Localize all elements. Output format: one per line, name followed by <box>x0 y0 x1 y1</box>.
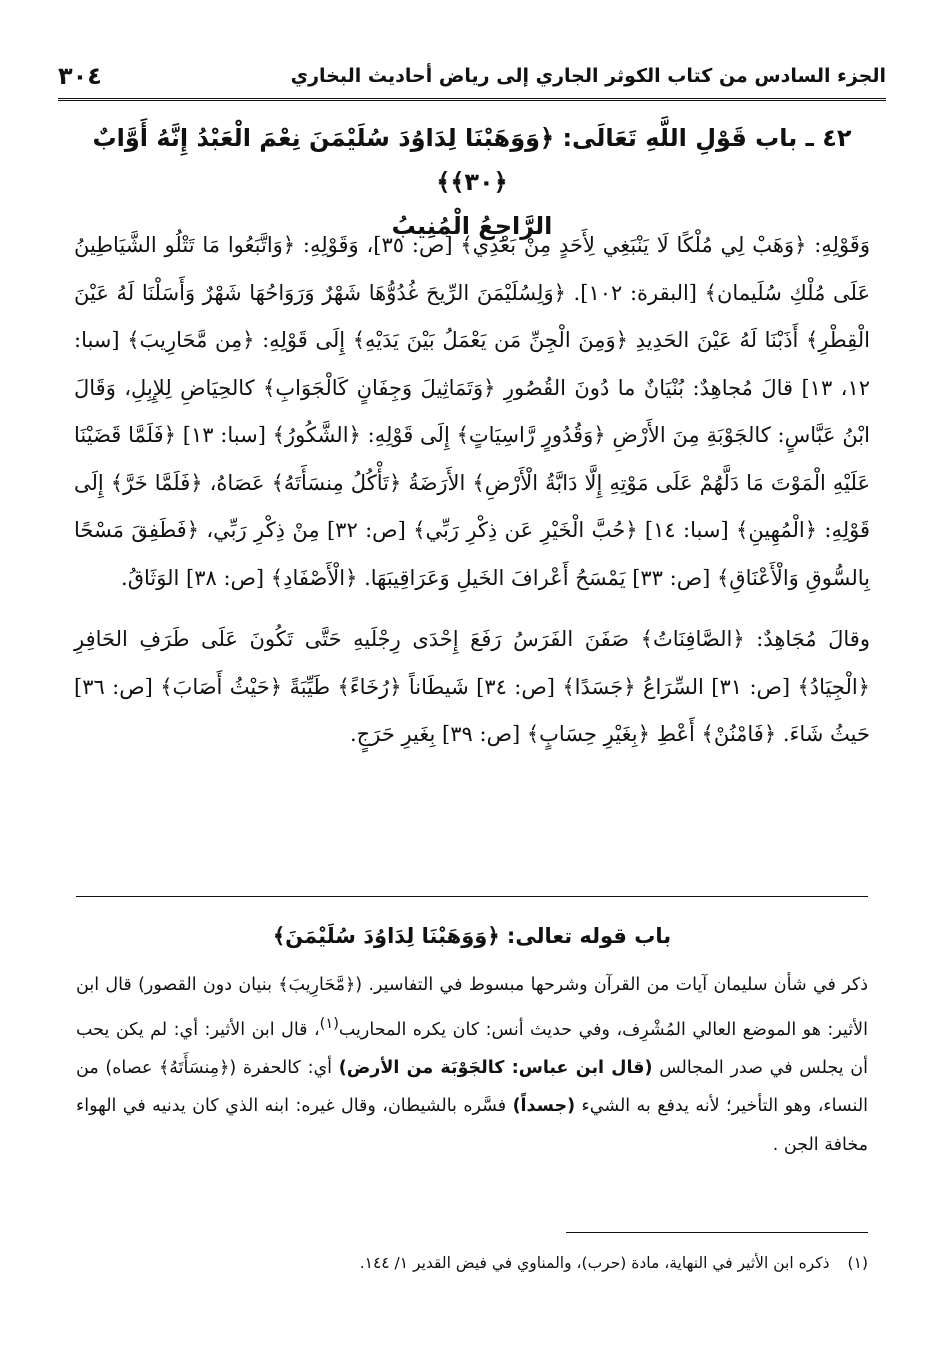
hadith-text <box>74 222 870 759</box>
commentary-part-d: فسَّره بالشيطان، وقال غيره: ابنه الذي كان يدنيه في الهواء مخافة الجن . <box>76 1096 868 1155</box>
commentary-part-a: ذكر في شأن سليمان آيات من القرآن وشرحها مبسوط في التفاسير. (﴿مَّحَارِيبَ﴾ بنيان دون القصور) قال ابن الأثير: هو الموضع العالي المُشْرِف، وفي حديث أنس: كان يكره المحاريب <box>76 975 868 1040</box>
footnote-number: (١) <box>847 1254 868 1272</box>
commentary-bold-ibn-abbas: (قال ابن عباس: كالجَوْبَة من الأرض) <box>338 1057 653 1078</box>
book-title: الجزء السادس من كتاب الكوثر الجاري إلى رياض أحاديث البخاري <box>290 65 886 87</box>
commentary-divider <box>76 896 868 897</box>
commentary-bold-jasad: (جسداً) <box>512 1096 576 1117</box>
chapter-heading-line1: ٤٢ ـ باب قَوْلِ اللَّهِ تَعَالَى: ﴿وَوَهَبْنَا لِدَاوُدَ سُلَيْمَنَ نِعْمَ الْعَبْدُ إِنَّهُ أَوَّابٌ ﴿٣٠﴾﴾ <box>92 124 852 196</box>
hadith-paragraph-2: وقالَ مُجَاهِدٌ: ﴿الصَّافِنَاتُ﴾ صَفَنَ الفَرَسُ رَفَعَ إِحْدَى رِجْلَيهِ حَتَّى تَكُونَ عَلَى طَرَفِ الحَافِرِ ﴿الْجِيَادُ﴾ [ص: ٣١] السِّرَاعُ ﴿جَسَدًا﴾ [ص: ٣٤] شَيطَاناً ﴿رُخَاءً﴾ طَيِّبَةً ﴿حَيْثُ أَصَابَ﴾ [ص: ٣٦] حَيثُ شَاءَ. ﴿فَامْنُنْ﴾ أَعْطِ ﴿بِغَيْرِ حِسَابٍ﴾ [ص: ٣٩] بِغَيرِ حَرَجٍ. <box>74 627 870 746</box>
chapter-heading-line2: الرَّاجِعُ الْمُنِيبُ <box>391 212 553 240</box>
commentary-text <box>76 966 868 1164</box>
footnote <box>76 1248 868 1278</box>
footnote-reference: (١) <box>319 1014 339 1032</box>
commentary-part-b: ، قال ابن الأثير: أي: لم يكن يحب أن يجلس في صدر المجالس <box>76 1019 868 1078</box>
commentary-part-c: أي: كالحفرة (﴿مِنسَأَتَهُ﴾ عصاه) من النساء، وهو التأخير؛ لأنه يدفع به الشيء <box>76 1057 869 1117</box>
commentary-paragraph <box>76 966 868 1164</box>
hadith-paragraph-1: وَقَوْلِهِ: ﴿وَهَبْ لِي مُلْكًا لَا يَنْبَغِي لِأَحَدٍ مِنْ بَعْدِي﴾ [ص: ٣٥]، وَقَوْلِهِ: ﴿وَاتَّبَعُوا مَا تَتْلُو الشَّيَاطِينُ عَلَى مُلْكِ سُلَيمان﴾ [البقرة: ١٠٢]. ﴿وَلِسُلَيْمَنَ الرِّيحَ غُدُوُّهَا شَهْرٌ وَرَوَاحُهَا شَهْرٌ وَأَسَلْنَا لَهُ عَيْنَ الْقِطْرِ﴾ أَذَبْنَا لَهُ عَيْنَ الحَدِيدِ ﴿وَمِنَ الْجِنِّ مَن يَعْمَلُ بَيْنَ يَدَيْهِ﴾ إِلَى قَوْلِهِ: ﴿مِن مَّحَارِيبَ﴾ [سبا: ١٢، ١٣] قالَ مُجاهِدٌ: بُنْيَانٌ ما دُونَ القُصُورِ ﴿وَتَمَاثِيلَ وَجِفَانٍ كَالْجَوَابِ﴾ كالحِيَاضِ لِلإِبِلِ، وَقَالَ ابْنُ عَبَّاسٍ: كالجَوْبَةِ مِنَ الأَرْضِ ﴿وَقُدُورٍ رَّاسِيَاتٍ﴾ إِلَى قَوْلِهِ: ﴿الشَّكُورُ﴾ [سبا: ١٣] ﴿فَلَمَّا قَضَيْنَا عَلَيْهِ الْمَوْتَ مَا دَلَّهُمْ عَلَى مَوْتِهِ إِلَّا دَابَّةُ الْأَرْضِ﴾ الأَرَضَةُ ﴿تَأْكُلُ مِنسَأَتَهُ﴾ عَصَاهُ، ﴿فَلَمَّا خَرَّ﴾ إِلَى قَوْلِهِ: ﴿الْمُهِينِ﴾ [سبا: ١٤] ﴿حُبَّ الْخَيْرِ عَن ذِكْرِ رَبِّي﴾ [ص: ٣٢] مِنْ ذِكْرِ رَبِّي، ﴿فَطَفِقَ مَسْحًا بِالسُّوقِ وَالْأَعْنَاقِ﴾ [ص: ٣٣] يَمْسَحُ أَعْرافَ الخَيلِ وَعَرَاقِيبَهَا. ﴿الْأَصْفَادِ﴾ [ص: ٣٨] الوَثَاقُ. <box>74 233 870 590</box>
running-header <box>58 58 886 94</box>
header-divider <box>58 98 886 101</box>
commentary-title: باب قوله تعالى: ﴿وَوَهَبْنَا لِدَاوُدَ سُلَيْمَنَ﴾ <box>272 924 672 948</box>
footnote-divider <box>566 1232 868 1233</box>
footnote-text: ذكره ابن الأثير في النهاية، مادة (حرب)، والمناوي في فيض القدير ١/ ١٤٤. <box>359 1254 830 1272</box>
page-number: ٣٠٤ <box>58 62 102 90</box>
